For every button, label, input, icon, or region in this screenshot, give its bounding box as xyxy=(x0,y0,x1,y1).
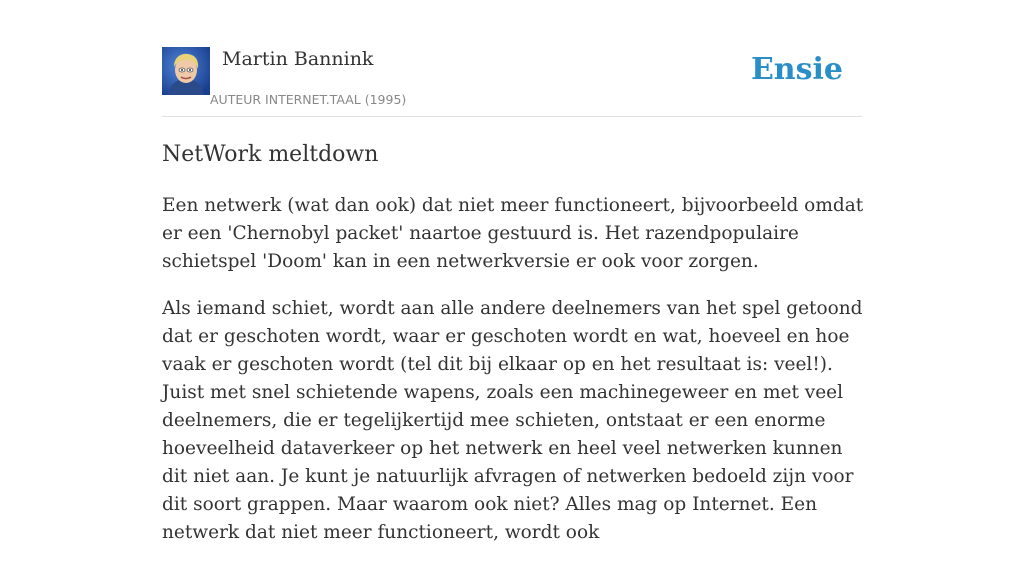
article-paragraph: Als iemand schiet, wordt aan alle andere deelnemers van het spel getoond dat er geschoten wordt, waar er geschoten wordt en wat, hoeveel en hoe vaak er geschoten wordt (tel dit bij elkaar op en het resultaat is: veel!). Juist met snel schietende wapens, zoals een machinegeweer en met veel deelnemers, die er tegelijkertijd mee schieten, ontstaat er een enorme hoeveelheid dataverkeer op het netwerk en heel veel netwerken kunnen dit niet aan. Je kunt je natuurlijk afvragen of netwerken bedoeld zijn voor dit soort grappen. Maar waarom ook niet? Alles mag op Internet. Een netwerk dat niet meer functioneert, wordt ook xyxy=(162,298,863,543)
author-role: AUTEUR INTERNET.TAAL (1995) xyxy=(210,92,407,107)
article-title: NetWork meltdown xyxy=(162,142,379,167)
author-avatar[interactable] xyxy=(162,47,210,95)
author-header xyxy=(162,46,862,117)
author-name[interactable]: Martin Bannink xyxy=(222,48,374,70)
avatar-portrait-icon xyxy=(162,47,210,95)
brand-logo[interactable]: Ensie xyxy=(750,52,843,87)
article-body xyxy=(162,192,870,566)
article-paragraph: Een netwerk (wat dan ook) dat niet meer functioneert, bijvoorbeeld omdat er een 'Chernobyl packet' naartoe gestuurd is. Het razendpopulaire schietspel 'Doom' kan in een netwerkversie er ook voor zorgen. xyxy=(162,195,864,272)
